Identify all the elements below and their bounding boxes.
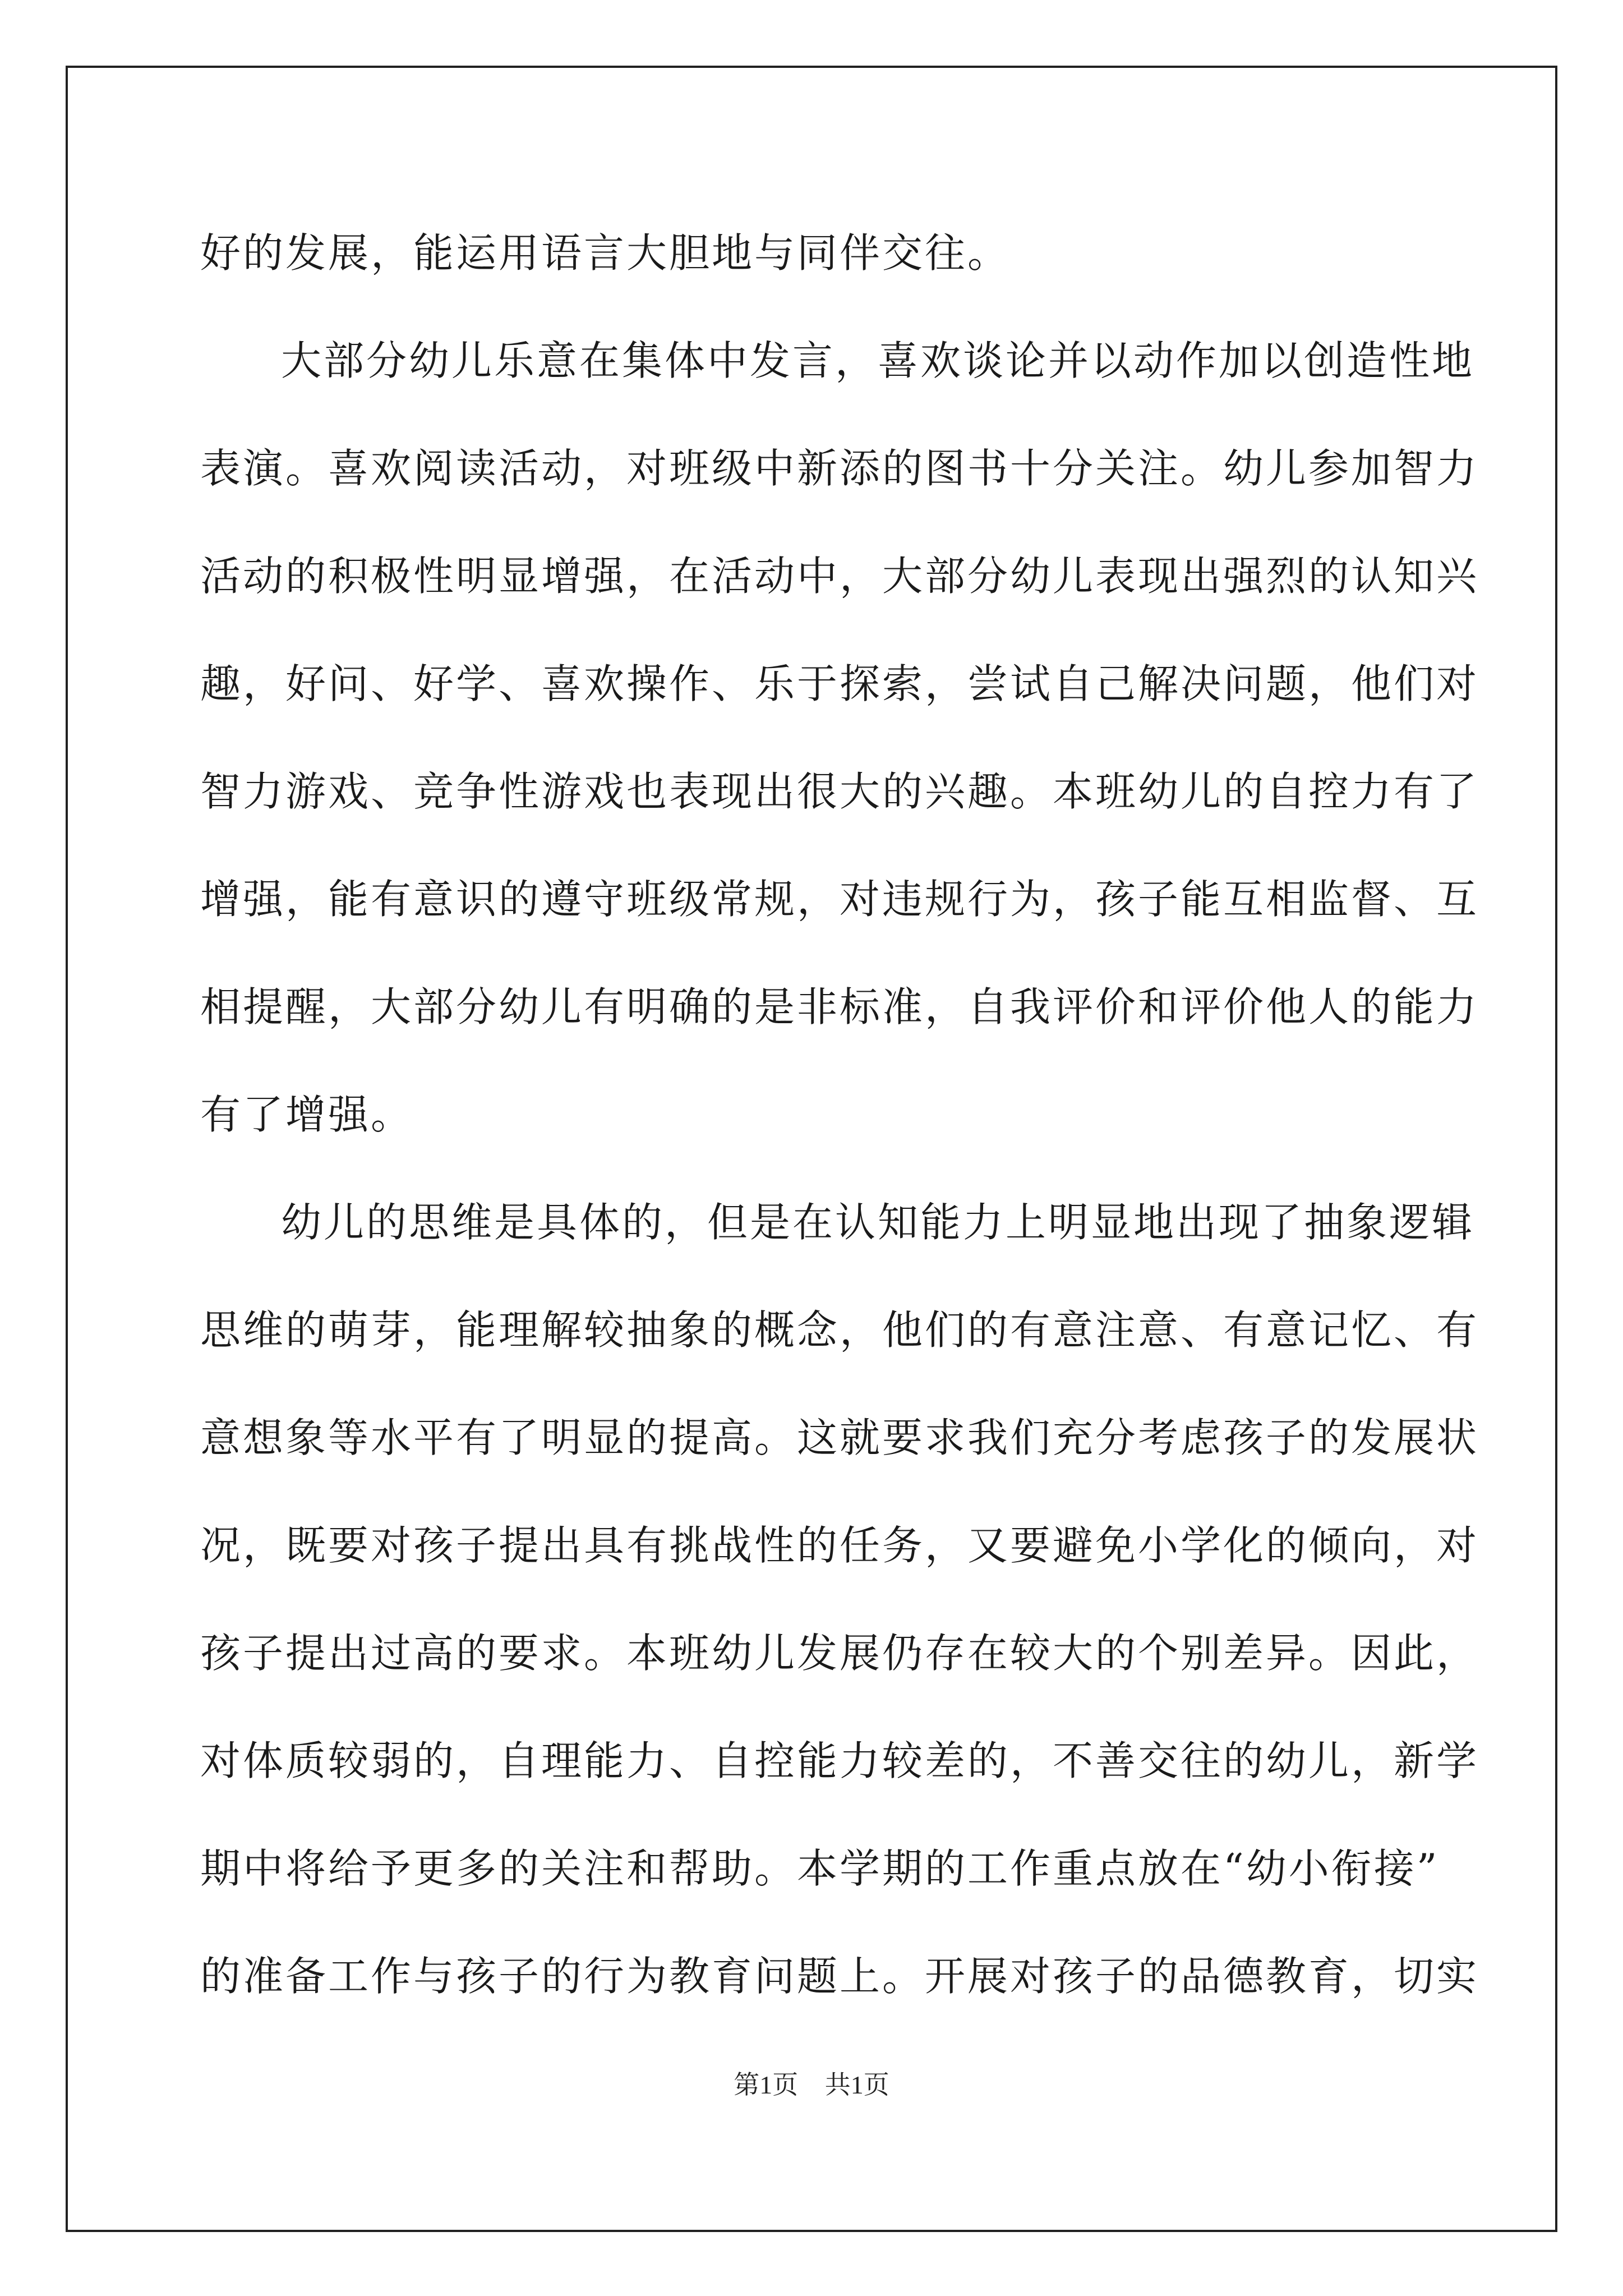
page-number: 第1页 [734,2070,799,2099]
document-body [200,199,1479,2030]
text-line: 有了增强。 [200,1091,414,1138]
text-line: 好的发展，能运用语言大胆地与同伴交往。 [200,229,1011,277]
page-total: 共1页 [824,2070,889,2099]
text-line: 况，既要对孩子提出具有挑战性的任务，又要避免小学化的倾向，对 [200,1522,1479,1569]
text-line: 思维的萌芽，能理解较抽象的概念，他们的有意注意、有意记忆、有 [200,1306,1479,1354]
text-line: 智力游戏、竞争性游戏也表现出很大的兴趣。本班幼儿的自控力有了 [200,768,1479,815]
text-line: 大部分幼儿乐意在集体中发言，喜欢谈论并以动作加以创造性地 [281,337,1475,384]
text-line: 幼儿的思维是具体的，但是在认知能力上明显地出现了抽象逻辑 [281,1199,1475,1246]
text-line: 趣，好问、好学、喜欢操作、乐于探索，尝试自己解决问题，他们对 [200,660,1479,707]
text-line: 增强，能有意识的遵守班级常规，对违规行为，孩子能互相监督、互 [200,876,1479,923]
text-line: 的准备工作与孩子的行为教育问题上。开展对孩子的品德教育，切实 [200,1953,1479,2000]
text-line: 期中将给予更多的关注和帮助。本学期的工作重点放在“幼小衔接” [200,1845,1440,1892]
text-line: 相提醒，大部分幼儿有明确的是非标准，自我评价和评价他人的能力 [200,983,1479,1030]
text-line: 对体质较弱的，自理能力、自控能力较差的，不善交往的幼儿，新学 [200,1737,1479,1784]
page-footer [0,2064,1623,2101]
text-line: 孩子提出过高的要求。本班幼儿发展仍存在较大的个别差异。因此， [200,1630,1479,1677]
text-line: 表演。喜欢阅读活动，对班级中新添的图书十分关注。幼儿参加智力 [200,445,1479,492]
text-line: 活动的积极性明显增强，在活动中，大部分幼儿表现出强烈的认知兴 [200,553,1479,600]
text-line: 意想象等水平有了明显的提高。这就要求我们充分考虑孩子的发展状 [200,1414,1479,1461]
